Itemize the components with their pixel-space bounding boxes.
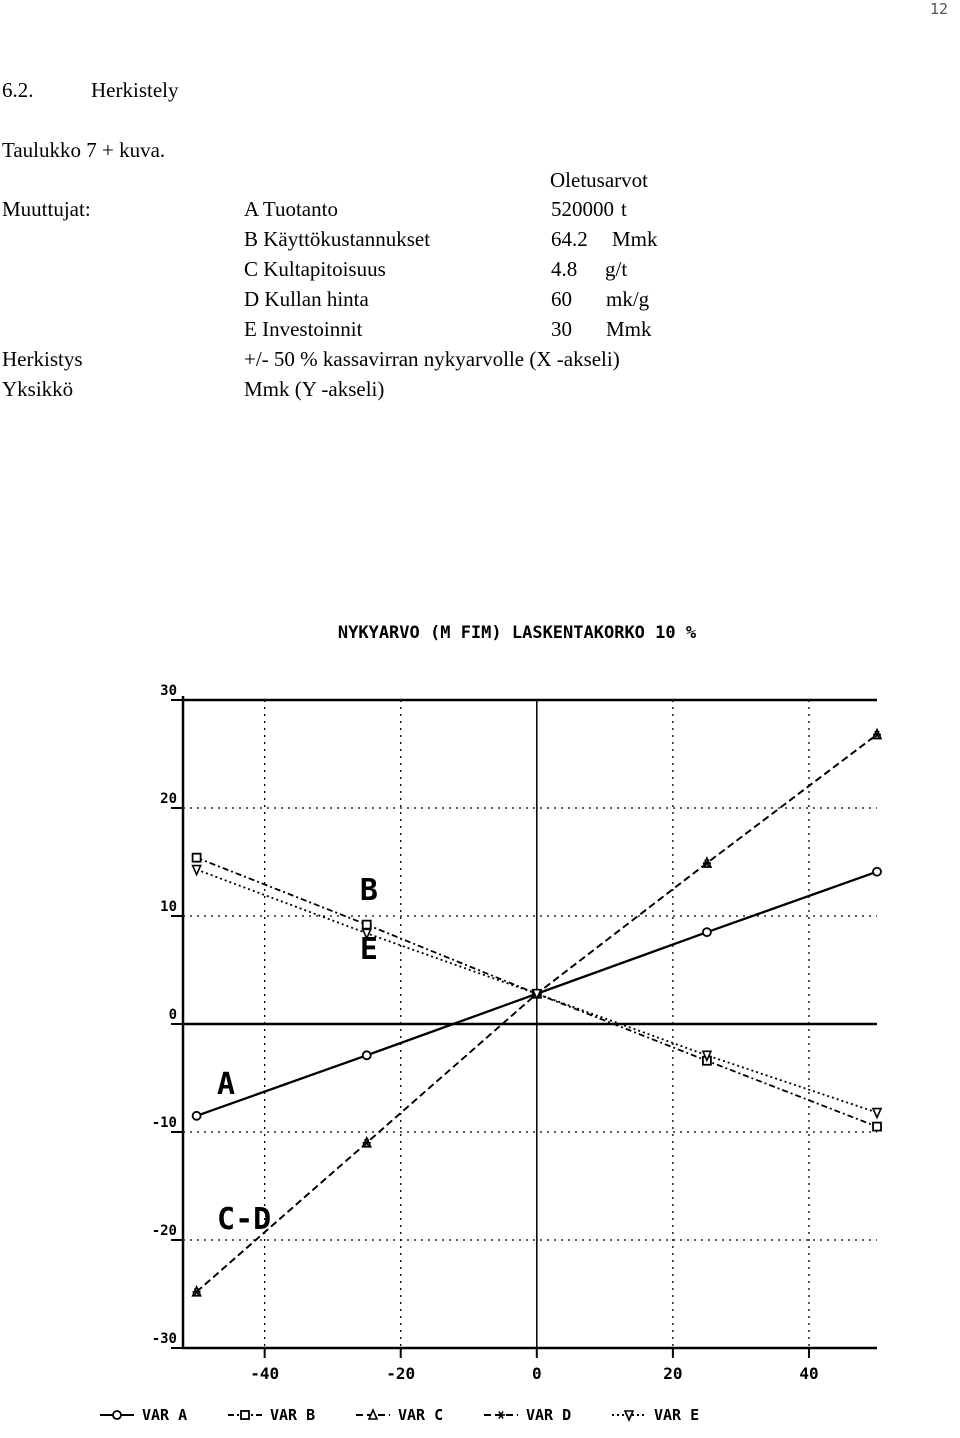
data-point-var-a <box>703 928 711 936</box>
sensitivity-chart <box>0 600 960 1438</box>
legend-label: VAR B <box>270 1406 316 1424</box>
variable-unit: Mmk <box>606 317 652 341</box>
legend-label: VAR C <box>398 1406 444 1424</box>
data-point-var-a <box>363 1051 371 1059</box>
y-tick-label: 0 <box>168 1007 177 1023</box>
legend-marker-var-e <box>625 1411 633 1420</box>
data-point-var-e <box>193 866 201 875</box>
legend-label: VAR D <box>526 1406 572 1424</box>
x-tick-label: 0 <box>531 1364 542 1383</box>
variable-value: 64.2 <box>551 227 588 251</box>
chart-axes <box>152 683 877 1383</box>
sensitivity-text: +/- 50 % kassavirran nykyarvolle (X -akseli) <box>244 347 620 371</box>
data-point-var-a <box>873 868 881 876</box>
unit-label: Yksikkö <box>2 377 74 401</box>
variable-unit: t <box>621 197 627 221</box>
section-title: Herkistely <box>91 78 179 102</box>
data-point-var-e <box>873 1109 881 1118</box>
x-tick-label: 20 <box>663 1364 683 1383</box>
unit-text: Mmk (Y -akseli) <box>244 377 385 401</box>
legend-marker-var-b <box>241 1411 249 1419</box>
legend-label: VAR E <box>654 1406 700 1424</box>
chart-annotations <box>217 873 378 1237</box>
variable-unit: mk/g <box>606 287 650 311</box>
legend-marker-var-d <box>497 1412 505 1419</box>
annotation-label: A <box>217 1067 236 1103</box>
variable-name: C Kultapitoisuus <box>244 257 386 281</box>
y-tick-label: -10 <box>151 1115 177 1131</box>
y-tick-label: -20 <box>151 1223 177 1239</box>
variable-unit: g/t <box>605 257 628 281</box>
legend-label: VAR A <box>142 1406 188 1424</box>
sensitivity-label: Herkistys <box>2 347 83 371</box>
variable-name: A Tuotanto <box>244 197 338 221</box>
variables-label: Muuttujat: <box>2 197 91 221</box>
data-point-var-b <box>193 854 201 862</box>
variable-value: 30 <box>551 317 572 341</box>
chart-title: NYKYARVO (M FIM) LASKENTAKORKO 10 % <box>337 623 697 643</box>
x-tick-label: -40 <box>250 1364 280 1383</box>
defaults-header: Oletusarvot <box>550 168 648 192</box>
annotation-label: E <box>359 932 378 968</box>
y-tick-label: -30 <box>151 1331 177 1347</box>
y-tick-label: 20 <box>160 791 177 807</box>
annotation-label: C-D <box>217 1202 272 1238</box>
variable-value: 4.8 <box>551 257 578 281</box>
data-point-var-b <box>363 921 371 929</box>
page-number: 12 <box>929 0 948 18</box>
legend-marker-var-c <box>369 1410 377 1419</box>
data-point-var-a <box>193 1112 201 1120</box>
variable-value: 60 <box>551 287 572 311</box>
x-tick-label: 40 <box>799 1364 819 1383</box>
annotation-label: B <box>359 872 378 908</box>
section-number: 6.2. <box>2 78 34 102</box>
figure-caption: Taulukko 7 + kuva. <box>2 138 166 162</box>
variable-name: D Kullan hinta <box>244 287 369 311</box>
data-point-var-b <box>873 1123 881 1131</box>
variable-name: E Investoinnit <box>244 317 363 341</box>
variable-name: B Käyttökustannukset <box>244 227 431 251</box>
y-tick-label: 30 <box>160 683 177 699</box>
variable-value: 520000 <box>551 197 614 221</box>
chart-legend <box>100 1406 699 1424</box>
x-tick-label: -20 <box>386 1364 416 1383</box>
y-tick-label: 10 <box>160 899 177 915</box>
legend-marker-var-a <box>113 1411 121 1419</box>
chart-grid <box>183 700 877 1348</box>
variable-unit: Mmk <box>612 227 658 251</box>
